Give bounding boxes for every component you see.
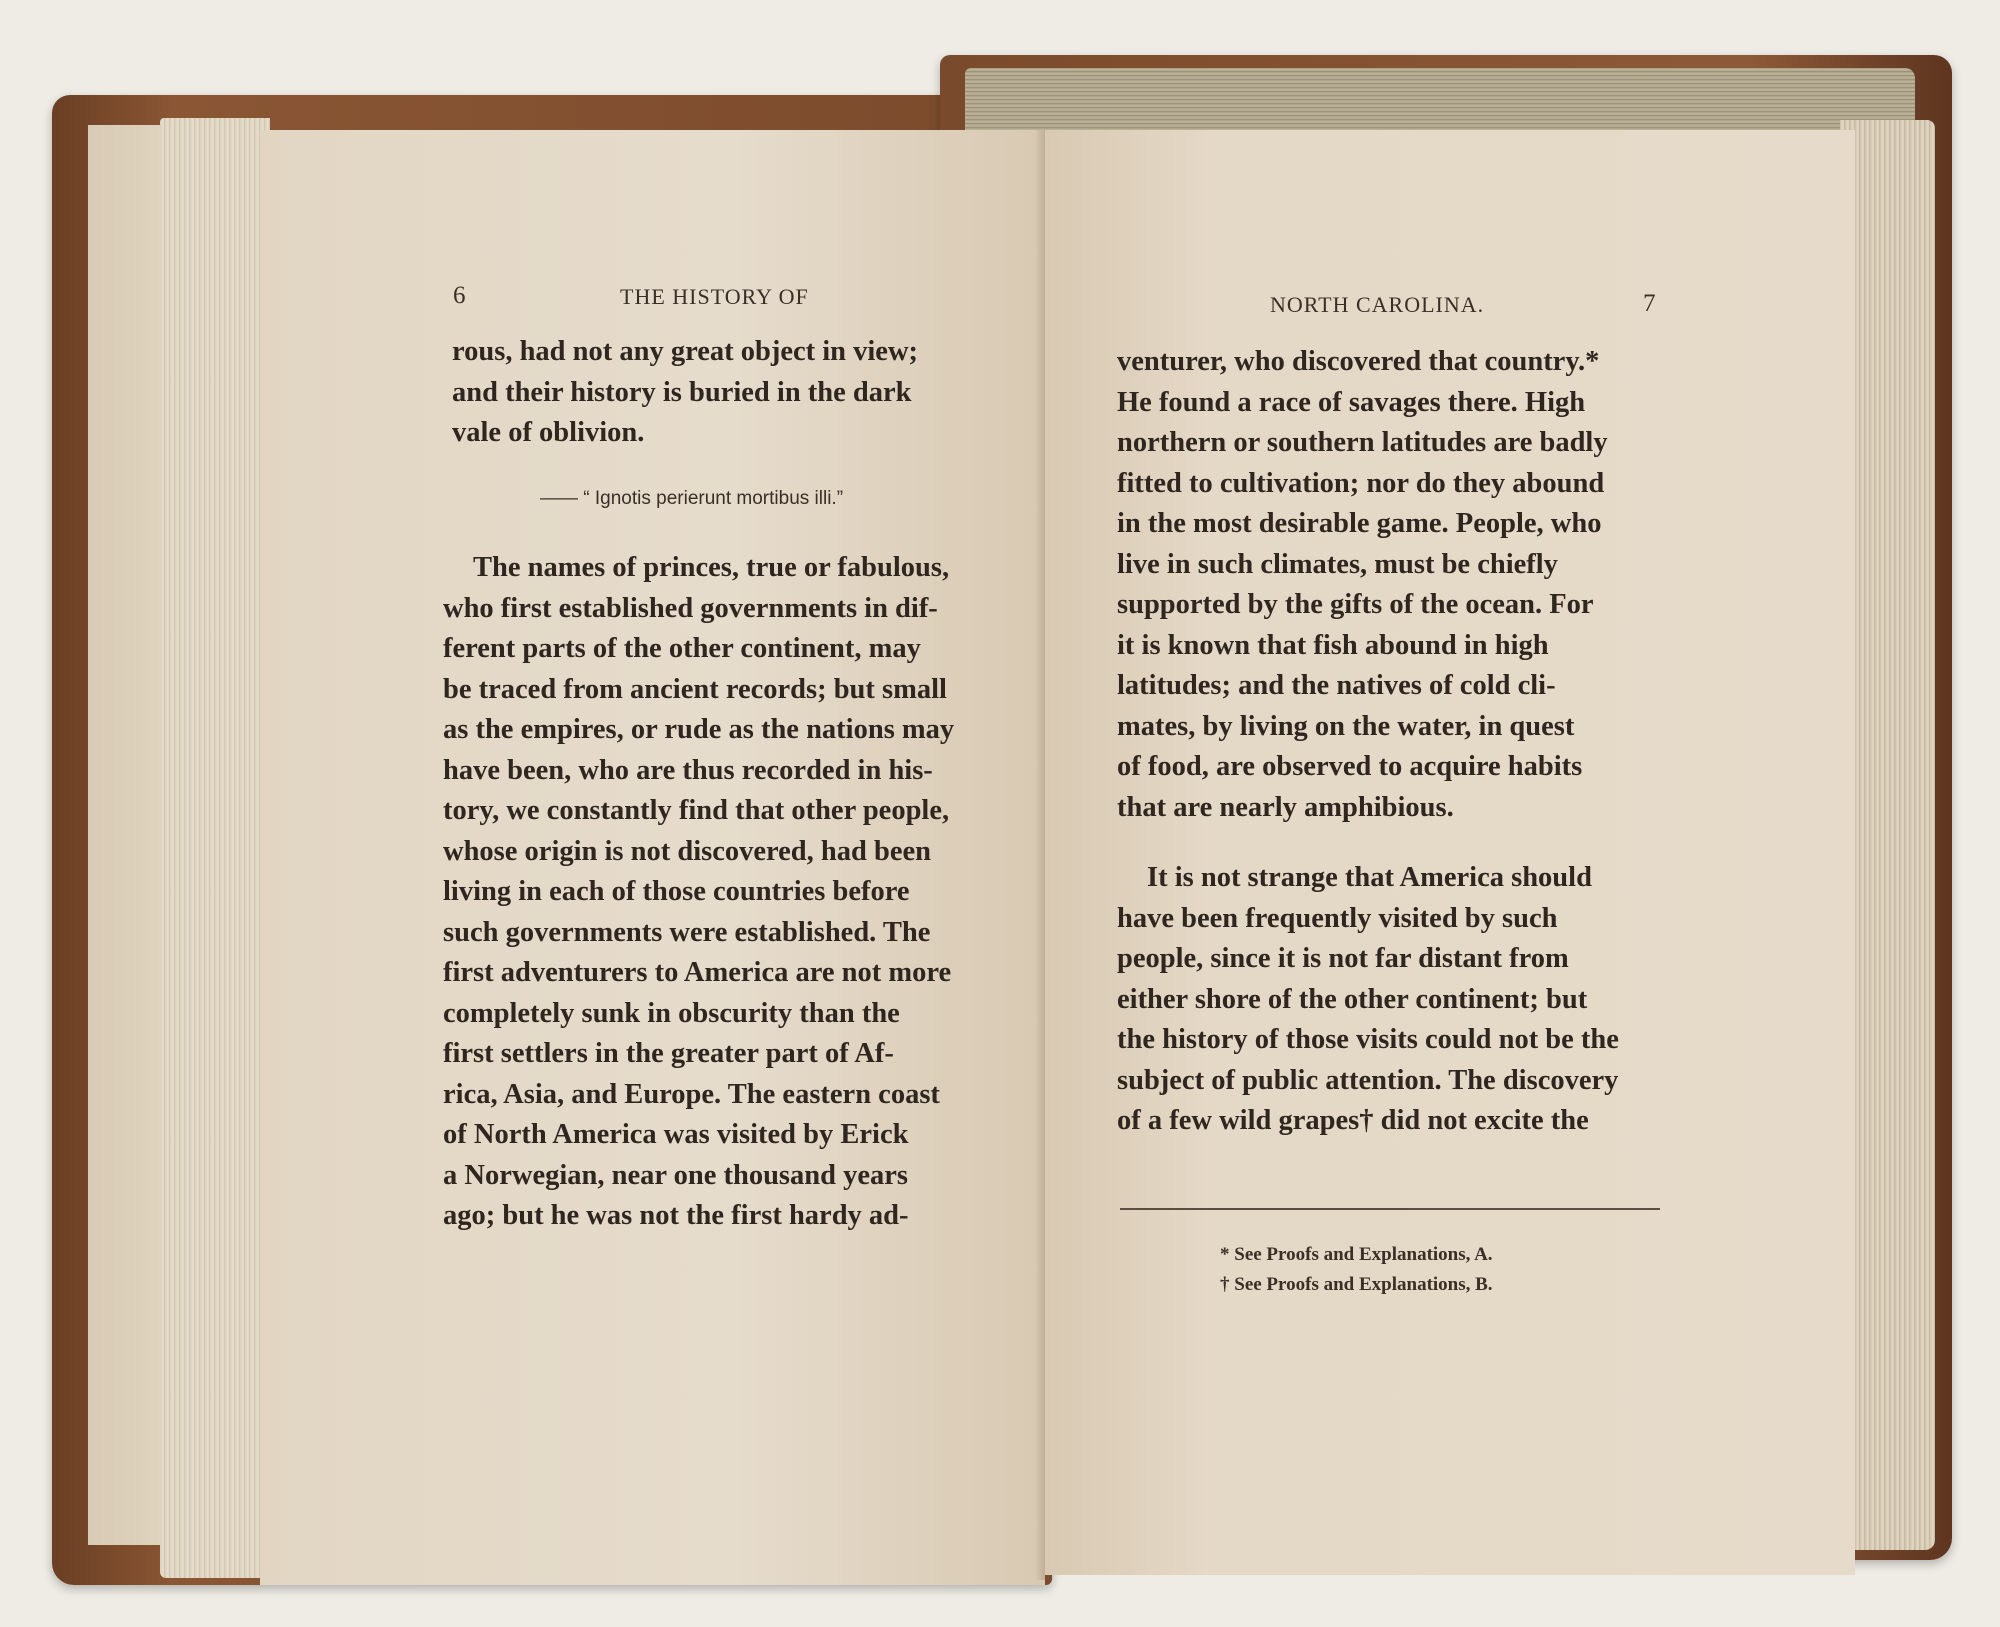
text-line: living in each of those countries before [443,876,910,907]
text-line: venturer, who discovered that country.* [1117,346,1600,377]
text-line: of food, are observed to acquire habits [1117,751,1583,782]
text-line: completely sunk in obscurity than the [443,997,900,1029]
text-line: in the most desirable game. People, who [1117,508,1602,539]
text-line: ferent parts of the other continent, may [443,633,921,664]
text-line: first adventurers to America are not more [443,957,952,988]
text-line: people, since it is not far distant from [1117,943,1569,974]
text-line: have been, who are thus recorded in his- [443,754,933,786]
text-line: who first established governments in dif- [443,592,938,624]
right-top-edge [965,68,1915,138]
text-line: as the empires, or rude as the nations may [443,714,955,745]
footnote-rule [1120,1208,1660,1210]
footnote: † See Proofs and Explanations, B. [1220,1274,1493,1295]
paragraph-1 [1117,342,1707,828]
text-line: of North America was visited by Erick [443,1119,909,1150]
text-line: live in such climates, must be chiefly [1117,548,1558,580]
text-line: a Norwegian, near one thousand years [443,1159,908,1191]
paragraph-2 [1117,858,1707,1142]
text-line: fitted to cultivation; nor do they abound [1117,467,1605,499]
text-line: either shore of the other continent; but [1117,983,1588,1015]
left-page-edges [160,118,270,1578]
text-line: rous, had not any great object in view; [452,336,919,367]
text-line: tory, we constantly find that other people, [443,795,950,826]
text-line: supported by the gifts of the ocean. For [1117,589,1594,620]
footnotes [1220,1240,1493,1300]
text-line: mates, by living on the water, in quest [1117,710,1575,742]
text-line: He found a race of savages there. High [1117,386,1586,418]
main-paragraph [443,548,988,1237]
text-line: latitudes; and the natives of cold cli- [1117,670,1556,701]
text-line: vale of oblivion. [452,417,645,448]
text-line: have been frequently visited by such [1117,902,1558,934]
right-page [1045,130,1855,1575]
footnote: * See Proofs and Explanations, A. [1220,1244,1493,1265]
text-line: It is not strange that America should [1147,862,1592,893]
text-line: whose origin is not discovered, had been [443,835,931,867]
page-number: 7 [1643,290,1656,317]
running-head: THE HISTORY OF [620,284,809,309]
running-head: NORTH CAROLINA. [1270,292,1485,317]
text-line: that are nearly amphibious. [1117,791,1454,823]
text-line: northern or southern latitudes are badly [1117,427,1608,458]
left-page [260,130,1045,1585]
text-line: of a few wild grapes† did not excite the [1117,1105,1589,1136]
text-line: the history of those visits could not be the [1117,1024,1619,1055]
page-number: 6 [453,282,466,309]
epigraph: —— “ Ignotis perierunt mortibus illi.” [540,488,844,509]
text-line: The names of princes, true or fabulous, [473,552,950,583]
text-line: rica, Asia, and Europe. The eastern coast [443,1078,940,1110]
text-line: ago; but he was not the first hardy ad- [443,1200,909,1231]
text-line: first settlers in the greater part of Af- [443,1038,894,1069]
text-line: be traced from ancient records; but small [443,673,947,705]
text-line: subject of public attention. The discovery [1117,1064,1619,1096]
text-line: such governments were established. The [443,916,931,948]
text-line: it is known that fish abound in high [1117,629,1549,661]
text-line: and their history is buried in the dark [452,376,912,408]
opening-text [452,332,987,454]
